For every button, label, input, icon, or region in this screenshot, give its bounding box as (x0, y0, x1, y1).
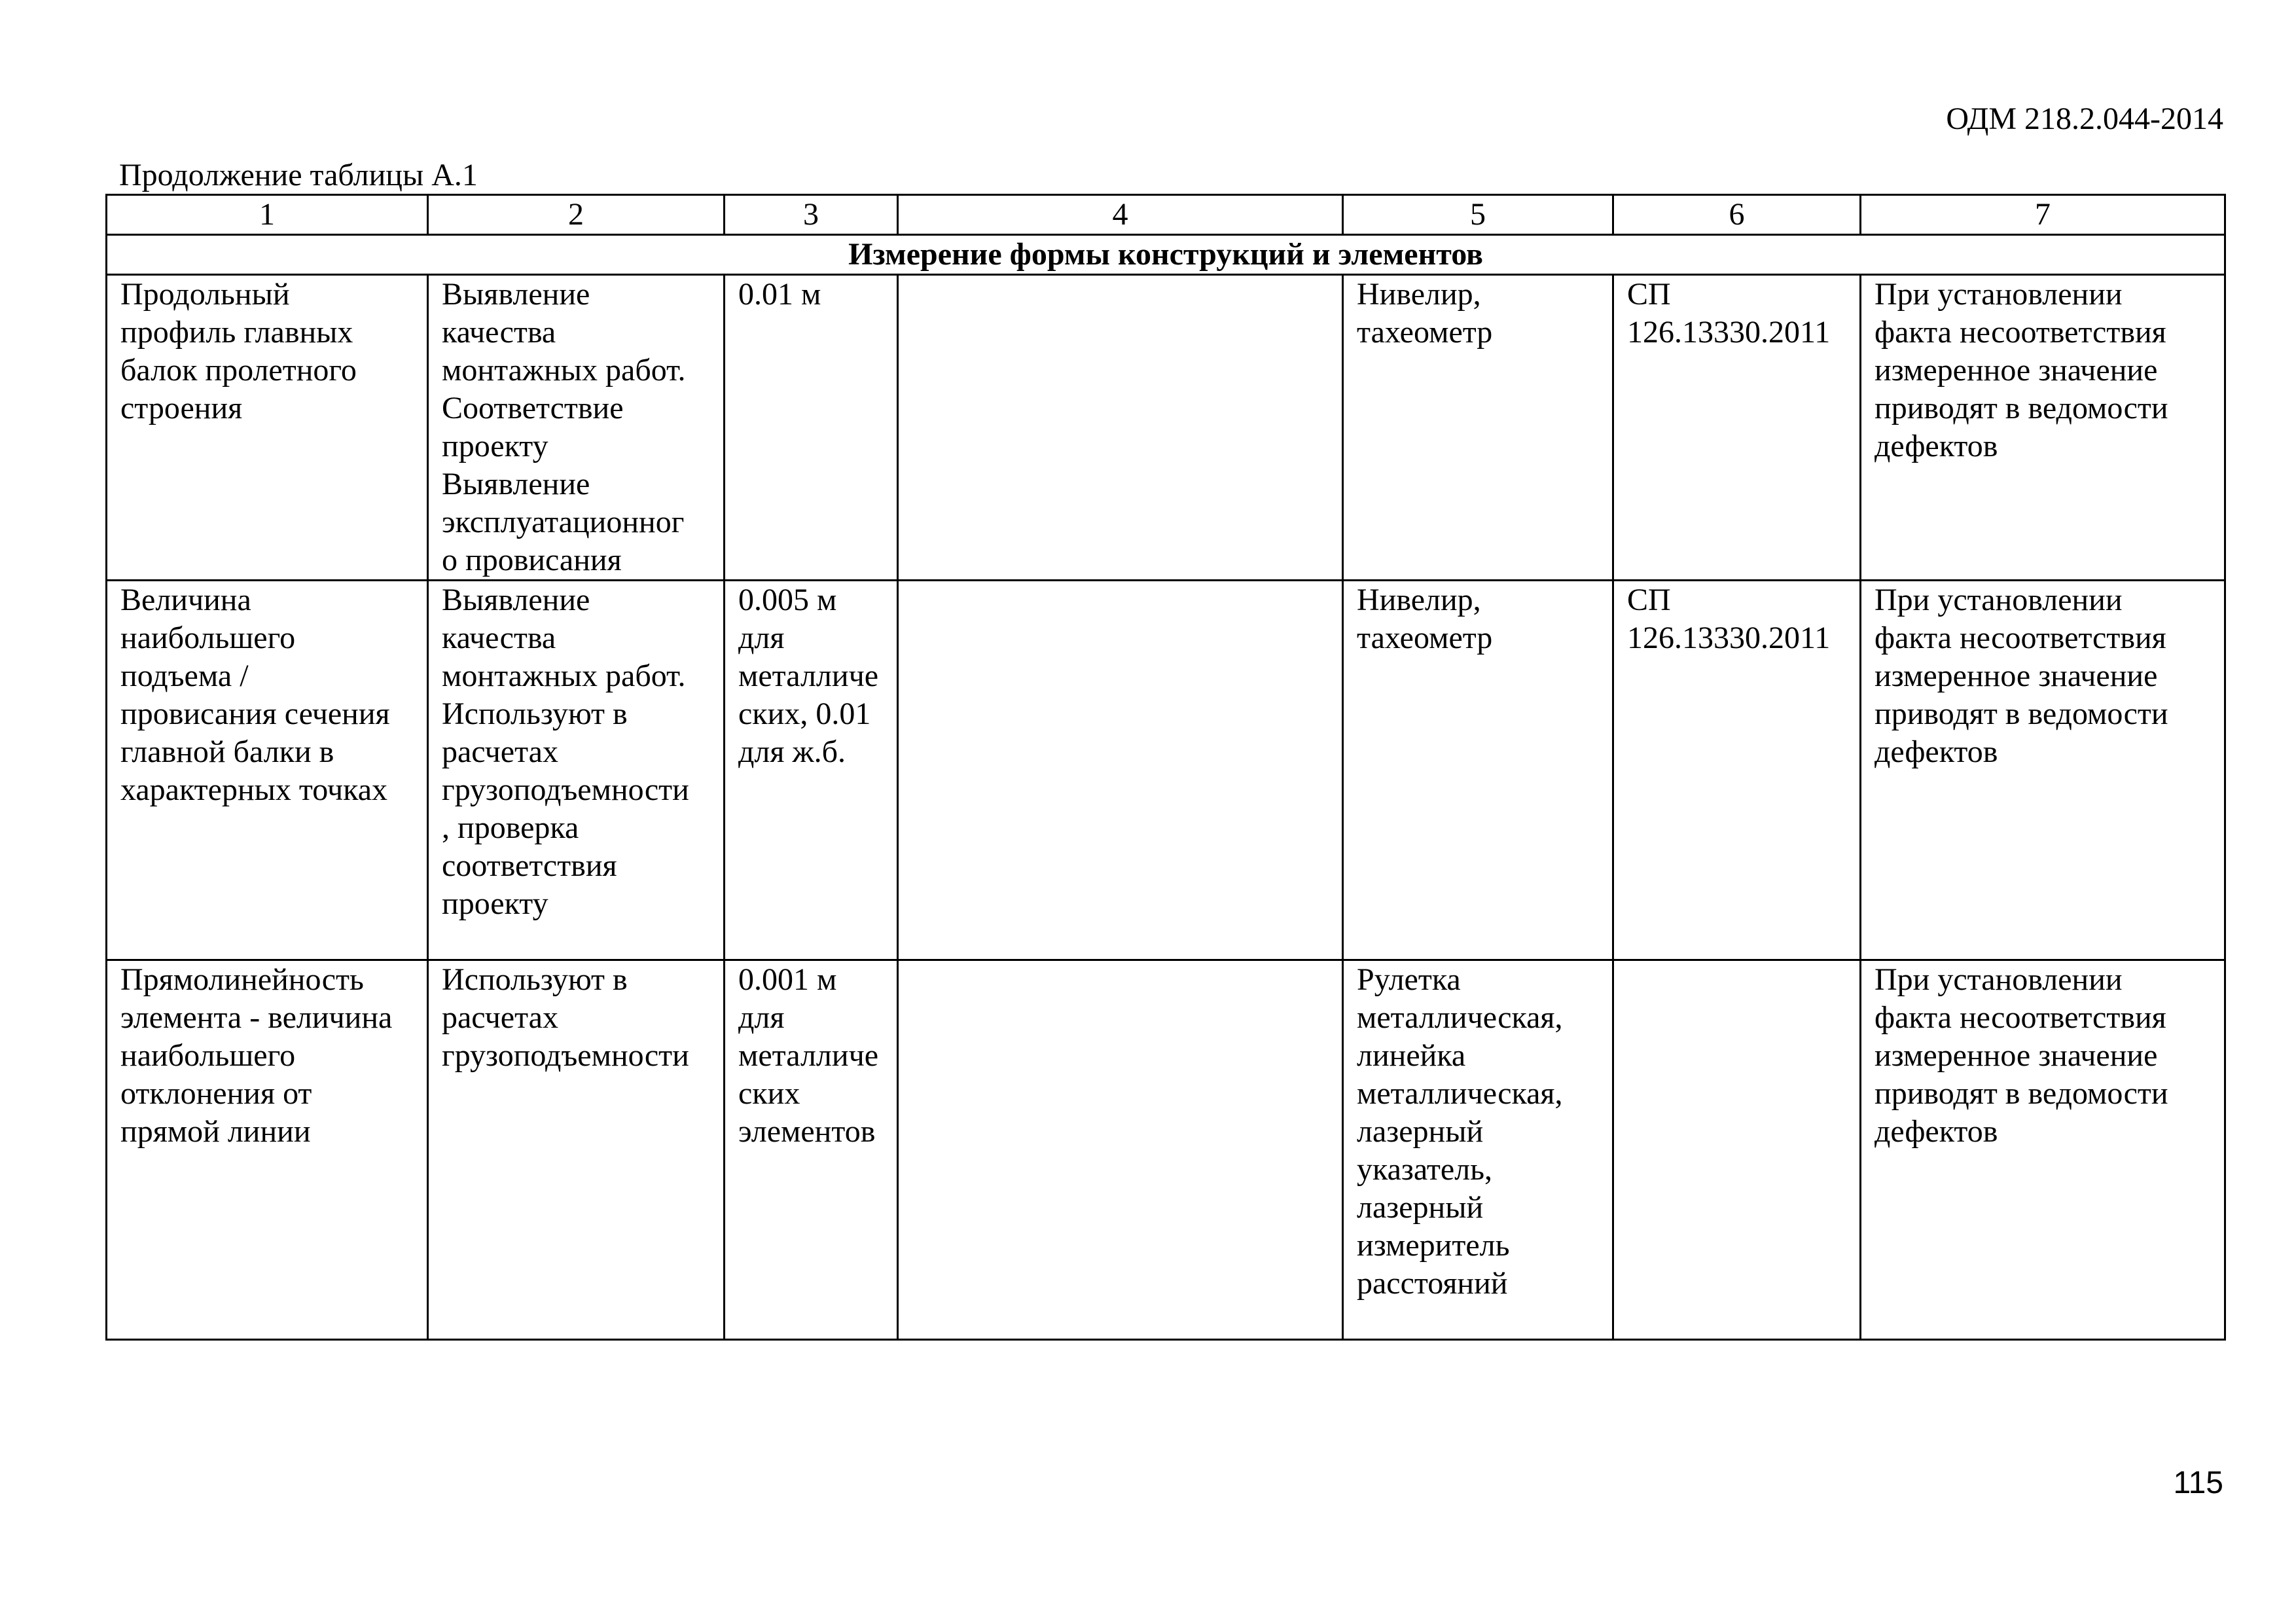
parameter-cell (107, 275, 428, 581)
instrument-cell (1343, 275, 1613, 581)
cell-line: СП (1627, 583, 1671, 617)
cell-line: Рулетка (1357, 962, 1461, 997)
standard-cell (1613, 275, 1861, 581)
cell-line: наибольшего (120, 1038, 296, 1073)
cell-line: элементов (738, 1114, 876, 1149)
empty-cell (898, 275, 1343, 581)
cell-line: Используют в (442, 696, 628, 731)
cell-line: для ж.б. (738, 734, 846, 769)
table-row (107, 960, 2225, 1340)
parameter-cell (107, 581, 428, 960)
cell-line: Прямолинейность (120, 962, 364, 997)
instrument-cell (1343, 581, 1613, 960)
cell-line: соответствия (442, 848, 617, 883)
cell-line: При установлении (1874, 277, 2123, 312)
purpose-cell (428, 960, 725, 1340)
column-number: 6 (1613, 195, 1861, 235)
cell-line: эксплуатационног (442, 505, 685, 539)
table-row (107, 581, 2225, 960)
table-caption: Продолжение таблицы А.1 (119, 158, 478, 192)
table-row (107, 275, 2225, 581)
cell-line: 0.005 м (738, 583, 837, 617)
accuracy-cell (725, 581, 898, 960)
standard-cell (1613, 960, 1861, 1340)
cell-line: расстояний (1357, 1266, 1508, 1301)
cell-line: тахеометр (1357, 621, 1493, 655)
cell-line: для (738, 621, 785, 655)
cell-line: Нивелир, (1357, 583, 1481, 617)
column-number: 5 (1343, 195, 1613, 235)
column-number: 3 (725, 195, 898, 235)
column-number-row (107, 195, 2225, 235)
cell-line: дефектов (1874, 429, 1998, 463)
cell-line: качества (442, 315, 556, 350)
cell-line: Нивелир, (1357, 277, 1481, 312)
cell-line: измеренное значение (1874, 659, 2158, 693)
standard-cell (1613, 581, 1861, 960)
cell-line: 0.01 м (738, 277, 821, 312)
cell-line: проекту (442, 429, 548, 463)
cell-line: тахеометр (1357, 315, 1493, 350)
cell-line: металличе (738, 1038, 879, 1073)
cell-line: грузоподъемности (442, 772, 689, 807)
cell-line: указатель, (1357, 1152, 1493, 1187)
parameter-cell (107, 960, 428, 1340)
instrument-cell (1343, 960, 1613, 1340)
cell-line: СП (1627, 277, 1671, 312)
purpose-cell (428, 275, 725, 581)
cell-line: строения (120, 391, 243, 425)
cell-line: Используют в (442, 962, 628, 997)
cell-line: лазерный (1357, 1114, 1484, 1149)
purpose-cell (428, 581, 725, 960)
column-number: 2 (428, 195, 725, 235)
cell-line: Величина (120, 583, 251, 617)
measurements-table (105, 194, 2226, 1341)
note-cell (1861, 960, 2225, 1340)
cell-line: металлическая, (1357, 1076, 1563, 1111)
cell-line: балок пролетного (120, 353, 357, 388)
cell-line: монтажных работ. (442, 659, 686, 693)
cell-line: Выявление (442, 583, 590, 617)
cell-line: , проверка (442, 810, 579, 845)
cell-line: При установлении (1874, 962, 2123, 997)
cell-line: характерных точках (120, 772, 388, 807)
page-number: 115 (2173, 1466, 2223, 1500)
cell-line: ских (738, 1076, 800, 1111)
cell-line: профиль главных (120, 315, 353, 350)
cell-line: 126.13330.2011 (1627, 621, 1831, 655)
cell-line: измеренное значение (1874, 353, 2158, 388)
cell-line: факта несоответствия (1874, 315, 2166, 350)
column-number: 1 (107, 195, 428, 235)
cell-line: измеренное значение (1874, 1038, 2158, 1073)
cell-line: Выявление (442, 277, 590, 312)
cell-line: приводят в ведомости (1874, 391, 2168, 425)
cell-line: главной балки в (120, 734, 334, 769)
cell-line: грузоподъемности (442, 1038, 689, 1073)
cell-line: отклонения от (120, 1076, 312, 1111)
cell-line: подъема / (120, 659, 249, 693)
cell-line: Выявление (442, 467, 590, 501)
note-cell (1861, 275, 2225, 581)
cell-line: Продольный (120, 277, 290, 312)
cell-line: проекту (442, 886, 548, 921)
cell-line: качества (442, 621, 556, 655)
cell-line: наибольшего (120, 621, 296, 655)
cell-line: монтажных работ. (442, 353, 686, 388)
cell-line: дефектов (1874, 734, 1998, 769)
cell-line: дефектов (1874, 1114, 1998, 1149)
cell-line: для (738, 1000, 785, 1035)
column-number: 7 (1861, 195, 2225, 235)
cell-line: металлическая, (1357, 1000, 1563, 1035)
cell-line: факта несоответствия (1874, 1000, 2166, 1035)
accuracy-cell (725, 960, 898, 1340)
cell-line: линейка (1357, 1038, 1466, 1073)
cell-line: металличе (738, 659, 879, 693)
cell-line: факта несоответствия (1874, 621, 2166, 655)
cell-line: о провисания (442, 543, 622, 577)
cell-line: расчетах (442, 1000, 558, 1035)
cell-line: приводят в ведомости (1874, 1076, 2168, 1111)
accuracy-cell (725, 275, 898, 581)
section-header-row (107, 235, 2225, 275)
column-number: 4 (898, 195, 1343, 235)
empty-cell (898, 960, 1343, 1340)
cell-line: расчетах (442, 734, 558, 769)
cell-line: приводят в ведомости (1874, 696, 2168, 731)
cell-line: 126.13330.2011 (1627, 315, 1831, 350)
cell-line: элемента - величина (120, 1000, 393, 1035)
cell-line: лазерный (1357, 1190, 1484, 1225)
empty-cell (898, 581, 1343, 960)
section-title: Измерение формы конструкций и элементов (107, 235, 2225, 275)
cell-line: прямой линии (120, 1114, 311, 1149)
cell-line: 0.001 м (738, 962, 837, 997)
document-code: ОДМ 218.2.044-2014 (1946, 101, 2223, 136)
cell-line: измеритель (1357, 1228, 1510, 1263)
cell-line: ских, 0.01 (738, 696, 871, 731)
cell-line: провисания сечения (120, 696, 390, 731)
cell-line: При установлении (1874, 583, 2123, 617)
note-cell (1861, 581, 2225, 960)
cell-line: Соответствие (442, 391, 624, 425)
